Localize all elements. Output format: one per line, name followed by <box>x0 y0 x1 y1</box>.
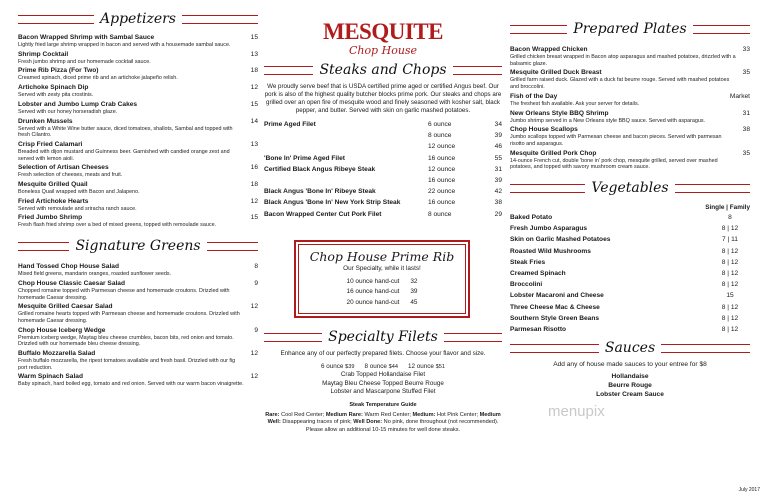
menu-item <box>18 303 258 324</box>
item-price: 12 <box>250 197 258 205</box>
filet-size-price: $44 <box>388 363 398 370</box>
item-price: 15 <box>250 100 258 108</box>
steak-price: 34 <box>494 121 502 128</box>
menu-item <box>18 34 258 49</box>
item-price: 18 <box>250 67 258 75</box>
steak-size: 12 ounce <box>428 143 456 151</box>
item-description: Fresh selection of cheeses, meats and fruit. <box>18 172 123 179</box>
item-price: 15 <box>250 34 258 41</box>
item-description: Lightly fried large shrimp wrapped in bacon and served with a housemade sambal sauce. <box>18 42 231 48</box>
vegetable-name: Fresh Jumbo Asparagus <box>510 225 588 233</box>
menu-item <box>18 214 258 229</box>
greens-heading <box>18 235 258 257</box>
vegetable-price: 8 | 12 <box>721 247 739 255</box>
vegetable-row <box>510 290 750 301</box>
item-price: 31 <box>742 109 750 117</box>
vegetable-price: 8 | 12 <box>721 303 739 311</box>
sauce-item: Hollandaise <box>611 373 649 381</box>
item-price: 9 <box>254 326 258 334</box>
item-name: Prime Rib Pizza (For Two) <box>18 67 99 75</box>
menu-item <box>18 373 258 388</box>
item-description: Served with remoulade and sriracha ranch sauce. <box>18 205 137 212</box>
steak-price: 55 <box>494 154 502 162</box>
item-price: 12 <box>250 303 258 311</box>
item-name: Chop House Classic Caesar Salad <box>18 279 126 287</box>
steak-price: 38 <box>494 199 502 207</box>
item-description: Served with a White Wine butter sauce, diced tomatoes, shallots, Sambal and topped with fresh Cilantro. <box>18 125 233 139</box>
filets-title: Specialty Filets <box>322 329 444 345</box>
appetizers-list <box>18 34 258 229</box>
vegetable-price: 7 | 11 <box>722 236 738 244</box>
menu-item <box>18 84 258 99</box>
item-price: 35 <box>742 69 750 77</box>
menu-item <box>18 141 258 162</box>
prime-rib-price: 39 <box>410 288 418 296</box>
item-price: 14 <box>250 117 258 125</box>
vegetable-price: 8 | 12 <box>721 326 739 334</box>
temp-guide-text: Rare: Cool Red Center; Medium Rare: Warm Red Center; Medium: Hot Pink Center; Medium Well: Disappearing traces of pink; Well Done: No pink, done throughout (not recommended). Please allow an additional 10-15 minutes for well done steaks. <box>265 411 501 433</box>
steak-row <box>264 164 502 175</box>
steak-row <box>264 186 502 197</box>
vegetables-list <box>510 212 750 335</box>
item-description: Jumbo shrimp served in a New Orleans style BBQ sauce. Served with asparagus. <box>510 117 706 124</box>
item-price: 13 <box>250 50 258 58</box>
vegetable-row <box>510 223 750 234</box>
filet-sizes <box>264 363 502 371</box>
prime-rib-price: 45 <box>410 298 418 306</box>
vegetable-name: Steak Fries <box>510 258 546 266</box>
steak-name: Certified Black Angus Ribeye Steak <box>264 165 376 173</box>
prime-rib-size: 20 ounce hand-cut <box>346 298 400 306</box>
steak-row <box>264 119 502 130</box>
vegetable-row <box>510 234 750 245</box>
vegetable-row <box>510 246 750 257</box>
steak-size: 16 ounce <box>428 199 456 207</box>
steak-size: 8 ounce <box>428 210 452 218</box>
filet-option: Maytag Bleu Cheese Topped Beurre Rouge <box>322 379 444 387</box>
prime-rib-price: 32 <box>410 277 418 285</box>
item-description: Creamed spinach, diced prime rib and an artichoke jalapeño relish. <box>18 75 178 82</box>
vegetable-name: Parmesan Risotto <box>510 326 567 334</box>
filets-intro: Enhance any of our perfectly prepared filets. Choose your flavor and size. <box>280 350 486 358</box>
menu-item <box>18 118 258 139</box>
item-name: Mesquite Grilled Quail <box>18 181 88 189</box>
item-description: Grilled chicken breast wrapped in Bacon atop asparagus and mashed potatoes, drizzled with a balsamic glaze. <box>510 54 736 67</box>
vegetable-price: 8 <box>728 214 732 222</box>
vegetable-row <box>510 324 750 335</box>
prepared-title: Prepared Plates <box>567 21 692 37</box>
sauce-item: Lobster Cream Sauce <box>596 390 664 398</box>
steak-size: 16 ounce <box>428 177 456 185</box>
menu-item <box>18 198 258 213</box>
steak-name <box>264 175 428 186</box>
prime-rib-box <box>294 240 470 319</box>
vegetable-name: Baked Potato <box>510 214 553 222</box>
item-description: Mixed field greens, mandarin oranges, roasted sunflower seeds. <box>18 271 172 278</box>
steak-price: 31 <box>494 165 502 173</box>
prime-rib-size: 10 ounce hand-cut <box>346 277 400 285</box>
item-price: 15 <box>250 214 258 222</box>
menu-item <box>510 110 750 125</box>
item-name: Crisp Fried Calamari <box>18 140 83 148</box>
prime-rib-row <box>299 287 465 298</box>
item-name: Bacon Wrapped Shrimp with Sambal Sauce <box>18 34 155 41</box>
item-description: Fresh buffalo mozzarella, the ripest tomatoes available and fresh basil. Drizzled with our fig port reduction. <box>18 358 236 371</box>
filet-size-option <box>364 363 398 370</box>
middle-column <box>264 0 502 434</box>
watermark: menupix <box>548 403 605 420</box>
item-price: 8 <box>254 263 258 271</box>
sauces-heading <box>510 337 750 359</box>
vegetable-price: 15 <box>726 292 734 300</box>
steak-row <box>264 175 502 186</box>
prime-rib-row <box>299 298 465 309</box>
filet-size: 8 ounce <box>364 362 387 370</box>
filet-option: Lobster and Mascarpone Stuffed Filet <box>330 387 436 395</box>
steak-row <box>264 153 502 164</box>
item-name: Chop House Iceberg Wedge <box>18 326 106 334</box>
item-description: The freshest fish available. Ask your server for details. <box>510 100 640 107</box>
left-column <box>18 0 258 390</box>
item-description: 14-ounce French cut, double 'bone in' pork chop, mesquite grilled, served over mashed potatoes, and topped with savory mushroom cream sauce. <box>510 157 718 171</box>
vegetable-row <box>510 257 750 268</box>
menu-item <box>18 327 258 348</box>
vegetable-price: 8 | 12 <box>721 225 739 233</box>
steak-name <box>264 141 428 152</box>
temp-guide-title: Steak Temperature Guide <box>349 402 417 409</box>
vegetable-name: Three Cheese Mac & Cheese <box>510 303 600 311</box>
item-name: Fried Artichoke Hearts <box>18 197 89 205</box>
item-description: Chopped romaine topped with Parmesan cheese and homemade croutons. Drizzled with homemade Caesar dressing. <box>18 287 230 301</box>
item-description: Boneless Quail wrapped with Bacon and Jalapeno. <box>18 189 140 196</box>
menu-item <box>18 67 258 82</box>
vegetable-price: 8 | 12 <box>721 270 739 278</box>
sauce-item: Beurre Rouge <box>608 381 652 389</box>
steak-size: 12 ounce <box>428 165 456 173</box>
sauces-list <box>510 373 750 399</box>
steak-size: 6 ounce <box>428 121 452 128</box>
filet-option: Crab Topped Hollandaise Filet <box>340 371 426 379</box>
item-name: Chop House Scallops <box>510 126 578 134</box>
steak-name: Black Angus 'Bone In' Ribeye Steak <box>264 188 376 196</box>
vegetable-price: 8 | 12 <box>721 258 739 266</box>
filet-options <box>264 371 502 396</box>
item-name: Drunken Mussels <box>18 117 73 125</box>
item-name: Hand Tossed Chop House Salad <box>18 263 119 271</box>
item-name: Lobster and Jumbo Lump Crab Cakes <box>18 100 138 108</box>
item-description: Served with our honey horseradish glaze. <box>18 108 118 115</box>
item-description: Jumbo scallops topped with Parmesan cheese and bacon pieces. Served with parmesan risotto and asparagus. <box>510 134 722 147</box>
prime-rib-list <box>299 277 465 309</box>
sauces-intro: Add any of house made sauces to your entree for $8 <box>553 361 707 369</box>
steak-size: 22 ounce <box>428 188 456 196</box>
item-name: Fish of the Day <box>510 92 558 100</box>
menu-item <box>510 150 750 171</box>
filets-heading <box>264 326 502 348</box>
menu-item <box>510 93 750 108</box>
item-name: Artichoke Spinach Dip <box>18 84 89 92</box>
steak-price: 39 <box>494 177 502 185</box>
vegetables-heading <box>510 177 750 199</box>
restaurant-logo <box>264 20 502 57</box>
item-description: Grilled farm raised duck. Glazed with a duck fat beurre rouge. Served with mashed potatoes and broccolini. <box>510 77 730 91</box>
steak-price: 46 <box>494 143 502 151</box>
vegetable-name: Broccolini <box>510 281 543 289</box>
vegetable-row <box>510 268 750 279</box>
steak-price: 42 <box>494 188 502 196</box>
steaks-list <box>264 119 502 220</box>
item-description: Breaded with dijon mustard and Guinness beer. Garnished with candied orange zest and served with lemon aioli. <box>18 148 230 162</box>
item-name: Fried Jumbo Shrimp <box>18 214 83 222</box>
menu-item <box>510 69 750 90</box>
menu-item <box>18 181 258 196</box>
steaks-heading <box>264 59 502 81</box>
item-name: Mesquite Grilled Pork Chop <box>510 149 597 157</box>
steak-size: 8 ounce <box>428 132 452 140</box>
item-description: Served with zesty pita crostinis. <box>18 92 94 99</box>
item-name: Mesquite Grilled Duck Breast <box>510 69 602 77</box>
prepared-heading <box>510 18 750 40</box>
right-column <box>510 0 750 399</box>
prime-rib-size: 16 ounce hand-cut <box>346 288 400 296</box>
greens-title: Signature Greens <box>69 238 206 254</box>
item-price: 38 <box>742 126 750 134</box>
item-name: Mesquite Grilled Caesar Salad <box>18 303 113 311</box>
item-name: Warm Spinach Salad <box>18 373 83 381</box>
item-price: 12 <box>250 84 258 92</box>
vegetable-name: Skin on Garlic Mashed Potatoes <box>510 236 611 244</box>
item-price: Market <box>729 92 750 100</box>
item-description: Premium iceberg wedge, Maytag bleu cheese crumbles, bacon bits, red onion and tomato. Drizzled with our homemade bleu cheese dressing. <box>18 334 234 348</box>
vegetable-row <box>510 212 750 223</box>
item-price: 18 <box>250 181 258 189</box>
item-name: Buffalo Mozzarella Salad <box>18 350 96 358</box>
menu-item <box>18 280 258 301</box>
steaks-intro: We proudly serve beef that is USDA certified prime aged or certified Angus beef. Our pork is also of the highest quality butcher blocks prime pork. Our steaks and chops are grilled over an open fire of mesquite wood and finely seasoned with kosher salt, black pepper, and butter. Served with skin on garlic mashed potatoes. <box>264 83 502 114</box>
steak-name: Bacon Wrapped Center Cut Pork Filet <box>264 210 382 218</box>
vegetable-name: Creamed Spinach <box>510 270 566 278</box>
steak-name: 'Bone In' Prime Aged Filet <box>264 154 345 162</box>
item-price: 35 <box>742 149 750 157</box>
item-price: 16 <box>250 164 258 172</box>
item-description: Fresh flash fried shrimp over a bed of mixed greens, topped with remoulade sauce. <box>18 222 217 229</box>
filet-size: 6 ounce <box>320 362 344 370</box>
item-price: 12 <box>250 350 258 358</box>
vegetable-row <box>510 302 750 313</box>
filet-size: 12 ounce <box>408 362 434 370</box>
vegetable-name: Southern Style Green Beans <box>510 314 600 322</box>
steak-row <box>264 209 502 220</box>
steak-row <box>264 197 502 208</box>
prepared-list <box>510 46 750 171</box>
prime-rib-title: Chop House Prime Rib <box>309 248 455 264</box>
filet-size-price: $51 <box>435 363 446 370</box>
menu-item <box>510 126 750 147</box>
greens-list <box>18 263 258 388</box>
item-price: 33 <box>742 46 750 53</box>
prime-rib-subtitle: Our Specialty, while it lasts! <box>343 264 421 272</box>
prime-rib-row <box>299 277 465 288</box>
steak-size: 16 ounce <box>428 154 456 162</box>
item-name: Shrimp Cocktail <box>18 50 69 58</box>
steak-name: Prime Aged Filet <box>264 121 316 128</box>
steak-row <box>264 130 502 141</box>
item-price: 13 <box>250 140 258 148</box>
vegetables-title: Vegetables <box>585 180 674 196</box>
menu-item <box>18 164 258 179</box>
menu-date: July 2017 <box>738 487 760 493</box>
steak-row <box>264 141 502 152</box>
vegetable-row <box>510 313 750 324</box>
item-name: New Orleans Style BBQ Shrimp <box>510 109 609 117</box>
vegetable-price: 8 | 12 <box>721 281 739 289</box>
vegetable-name: Roasted Wild Mushrooms <box>510 247 591 255</box>
sauces-title: Sauces <box>599 340 661 356</box>
steak-name <box>264 130 428 141</box>
filet-size-price: $39 <box>345 363 355 370</box>
steak-price: 39 <box>494 132 502 140</box>
menu-item <box>18 101 258 116</box>
menu-item <box>18 263 258 278</box>
steak-name: Black Angus 'Bone In' New York Strip Steak <box>264 199 401 207</box>
vegetable-row <box>510 279 750 290</box>
item-name: Bacon Wrapped Chicken <box>510 46 588 53</box>
menu-item <box>18 51 258 66</box>
vegetables-size-header: Single | Family <box>705 204 750 212</box>
menu-item <box>510 46 750 67</box>
appetizers-title: Appetizers <box>94 11 182 27</box>
logo-title: MESQUITE <box>323 19 443 44</box>
filet-size-option <box>408 363 445 370</box>
appetizers-heading <box>18 8 258 30</box>
vegetable-name: Lobster Macaroni and Cheese <box>510 292 604 300</box>
vegetable-price: 8 | 12 <box>721 314 739 322</box>
item-price: 9 <box>254 279 258 287</box>
item-description: Baby spinach, hard boiled egg, tomato and red onion. Served with our warm bacon vinaigrette. <box>18 381 244 388</box>
steaks-title: Steaks and Chops <box>313 62 452 78</box>
item-price: 12 <box>250 373 258 381</box>
item-description: Fresh jumbo shrimp and our homemade cocktail sauce. <box>18 58 151 65</box>
item-name: Selection of Artisan Cheeses <box>18 164 109 172</box>
steak-price: 29 <box>494 210 502 218</box>
menu-item <box>18 350 258 371</box>
logo-subtitle: Chop House <box>348 44 418 57</box>
filet-size-option <box>321 363 355 370</box>
item-description: Grilled romaine hearts topped with Parmesan cheese and homemade croutons. Drizzled with homemade Caesar dressing. <box>18 311 240 324</box>
